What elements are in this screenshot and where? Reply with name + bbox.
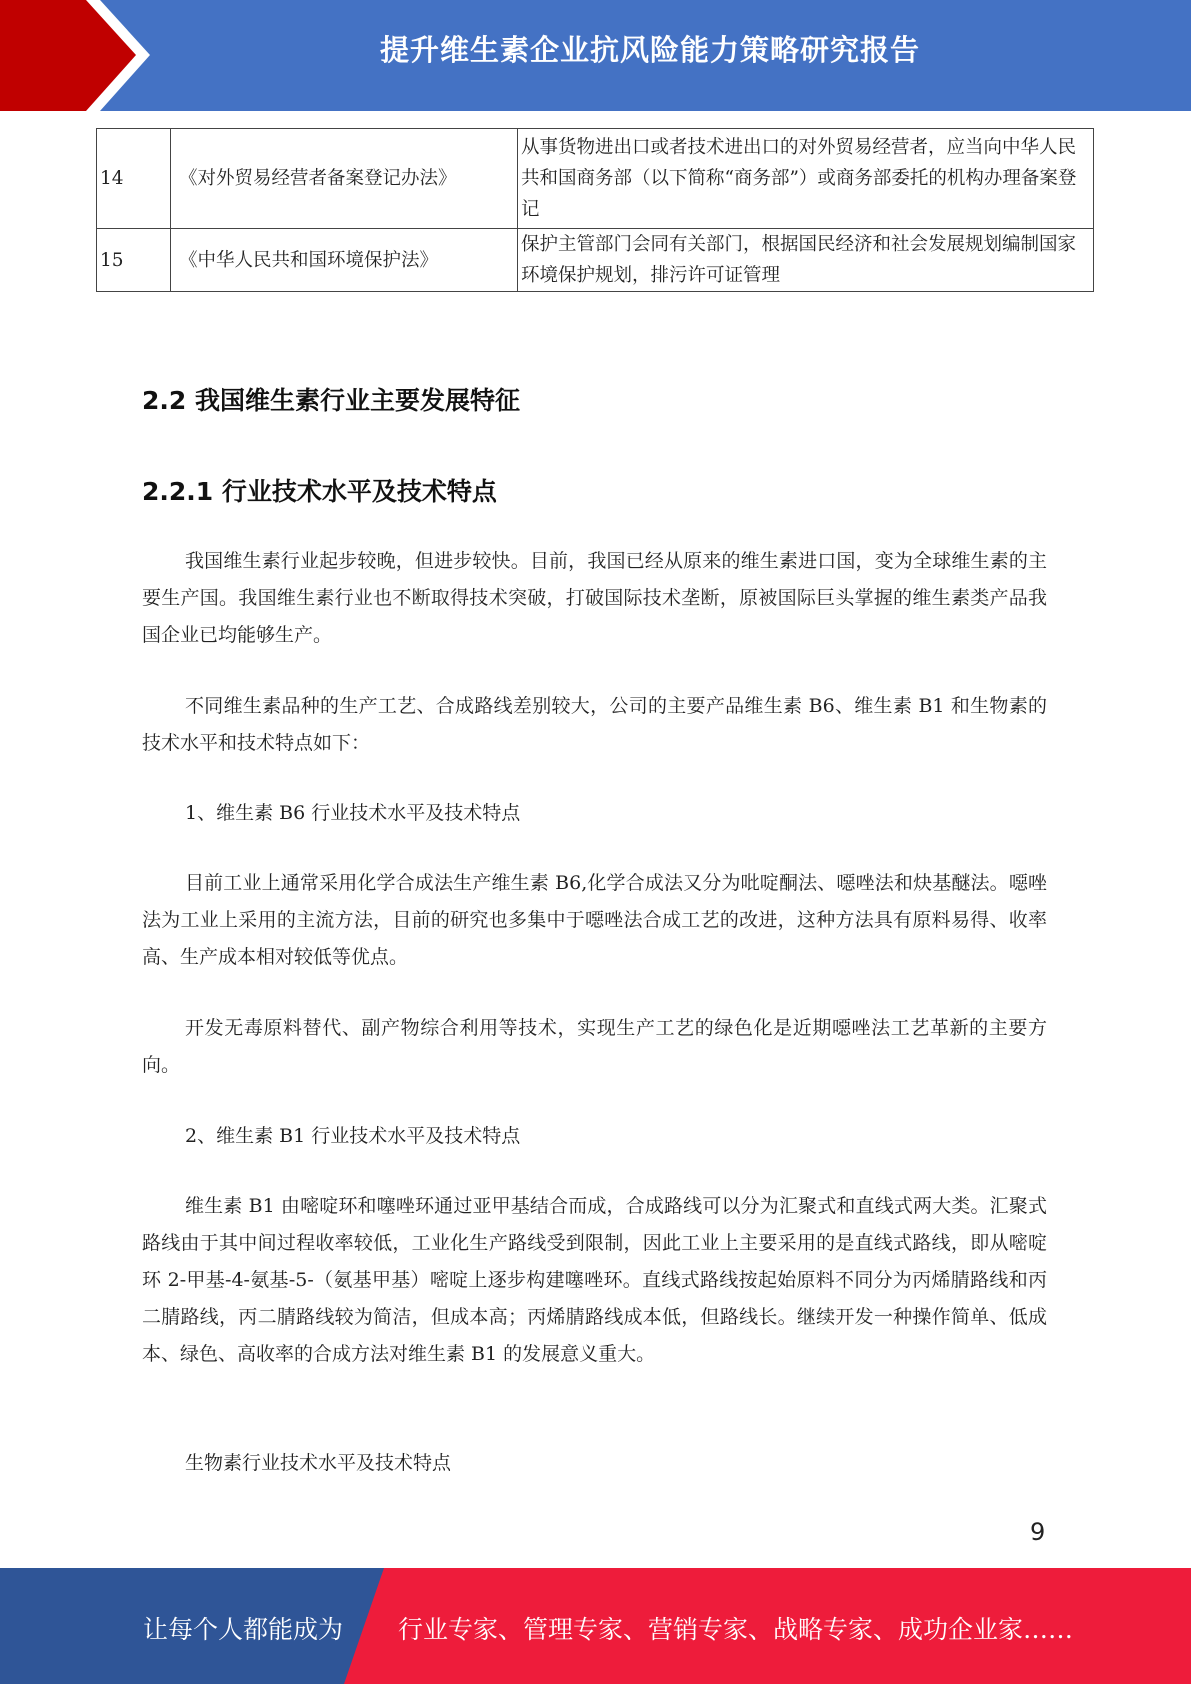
regulation-name: 《对外贸易经营者备案登记办法》 bbox=[171, 129, 518, 229]
footer-slogan-left: 让每个人都能成为 bbox=[143, 1615, 344, 1644]
table-row bbox=[97, 229, 1094, 292]
list-heading: 1、维生素 B6 行业技术水平及技术特点 bbox=[185, 802, 521, 824]
paragraph: 目前工业上通常采用化学合成法生产维生素 B6,化学合成法又分为吡啶酮法、噁唑法和炔基醚法。噁唑法为工业上采用的主流方法，目前的研究也多集中于噁唑法合成工艺的改进，这种方法具有原料易得、收率高、生产成本相对较低等优点。 bbox=[142, 872, 1047, 968]
subsection-heading: 2.2.1 行业技术水平及技术特点 bbox=[142, 477, 497, 506]
footer-slogan-right: 行业专家、管理专家、营销专家、战略专家、成功企业家…… bbox=[398, 1615, 1074, 1644]
page-header bbox=[0, 0, 1191, 111]
regulation-name: 《中华人民共和国环境保护法》 bbox=[171, 229, 518, 292]
row-number: 15 bbox=[97, 229, 171, 292]
regulation-description: 从事货物进出口或者技术进出口的对外贸易经营者，应当向中华人民共和国商务部（以下简称“商务部”）或商务部委托的机构办理备案登记 bbox=[518, 129, 1094, 229]
regulation-table bbox=[96, 128, 1094, 292]
report-title: 提升维生素企业抗风险能力策略研究报告 bbox=[379, 33, 920, 67]
paragraph: 我国维生素行业起步较晚，但进步较快。目前，我国已经从原来的维生素进口国，变为全球维生素的主要生产国。我国维生素行业也不断取得技术突破，打破国际技术垄断，原被国际巨头掌握的维生素类产品我国企业已均能够生产。 bbox=[142, 550, 1047, 646]
paragraph: 维生素 B1 由嘧啶环和噻唑环通过亚甲基结合而成，合成路线可以分为汇聚式和直线式两大类。汇聚式路线由于其中间过程收率较低，工业化生产路线受到限制，因此工业上主要采用的是直线式路线，即从嘧啶环 2-甲基-4-氨基-5-（氨基甲基）嘧啶上逐步构建噻唑环。直线式路线按起始原料不同分为丙烯腈路线和丙二腈路线，丙二腈路线较为简洁，但成本高；丙烯腈路线成本低，但路线长。继续开发一种操作简单、低成本、绿色、高收率的合成方法对维生素 B1 的发展意义重大。 bbox=[142, 1195, 1047, 1365]
regulation-description: 保护主管部门会同有关部门，根据国民经济和社会发展规划编制国家环境保护规划，排污许可证管理 bbox=[518, 229, 1094, 292]
row-number: 14 bbox=[97, 129, 171, 229]
table-row bbox=[97, 129, 1094, 229]
list-heading: 2、维生素 B1 行业技术水平及技术特点 bbox=[185, 1125, 521, 1147]
page-number: 9 bbox=[1030, 1518, 1046, 1546]
page-footer bbox=[0, 1568, 1191, 1684]
list-heading: 生物素行业技术水平及技术特点 bbox=[185, 1452, 452, 1474]
paragraph: 不同维生素品种的生产工艺、合成路线差别较大，公司的主要产品维生素 B6、维生素 B1 和生物素的技术水平和技术特点如下： bbox=[142, 695, 1047, 754]
paragraph: 开发无毒原料替代、副产物综合利用等技术，实现生产工艺的绿色化是近期噁唑法工艺革新的主要方向。 bbox=[142, 1017, 1047, 1076]
section-heading: 2.2 我国维生素行业主要发展特征 bbox=[142, 386, 520, 415]
